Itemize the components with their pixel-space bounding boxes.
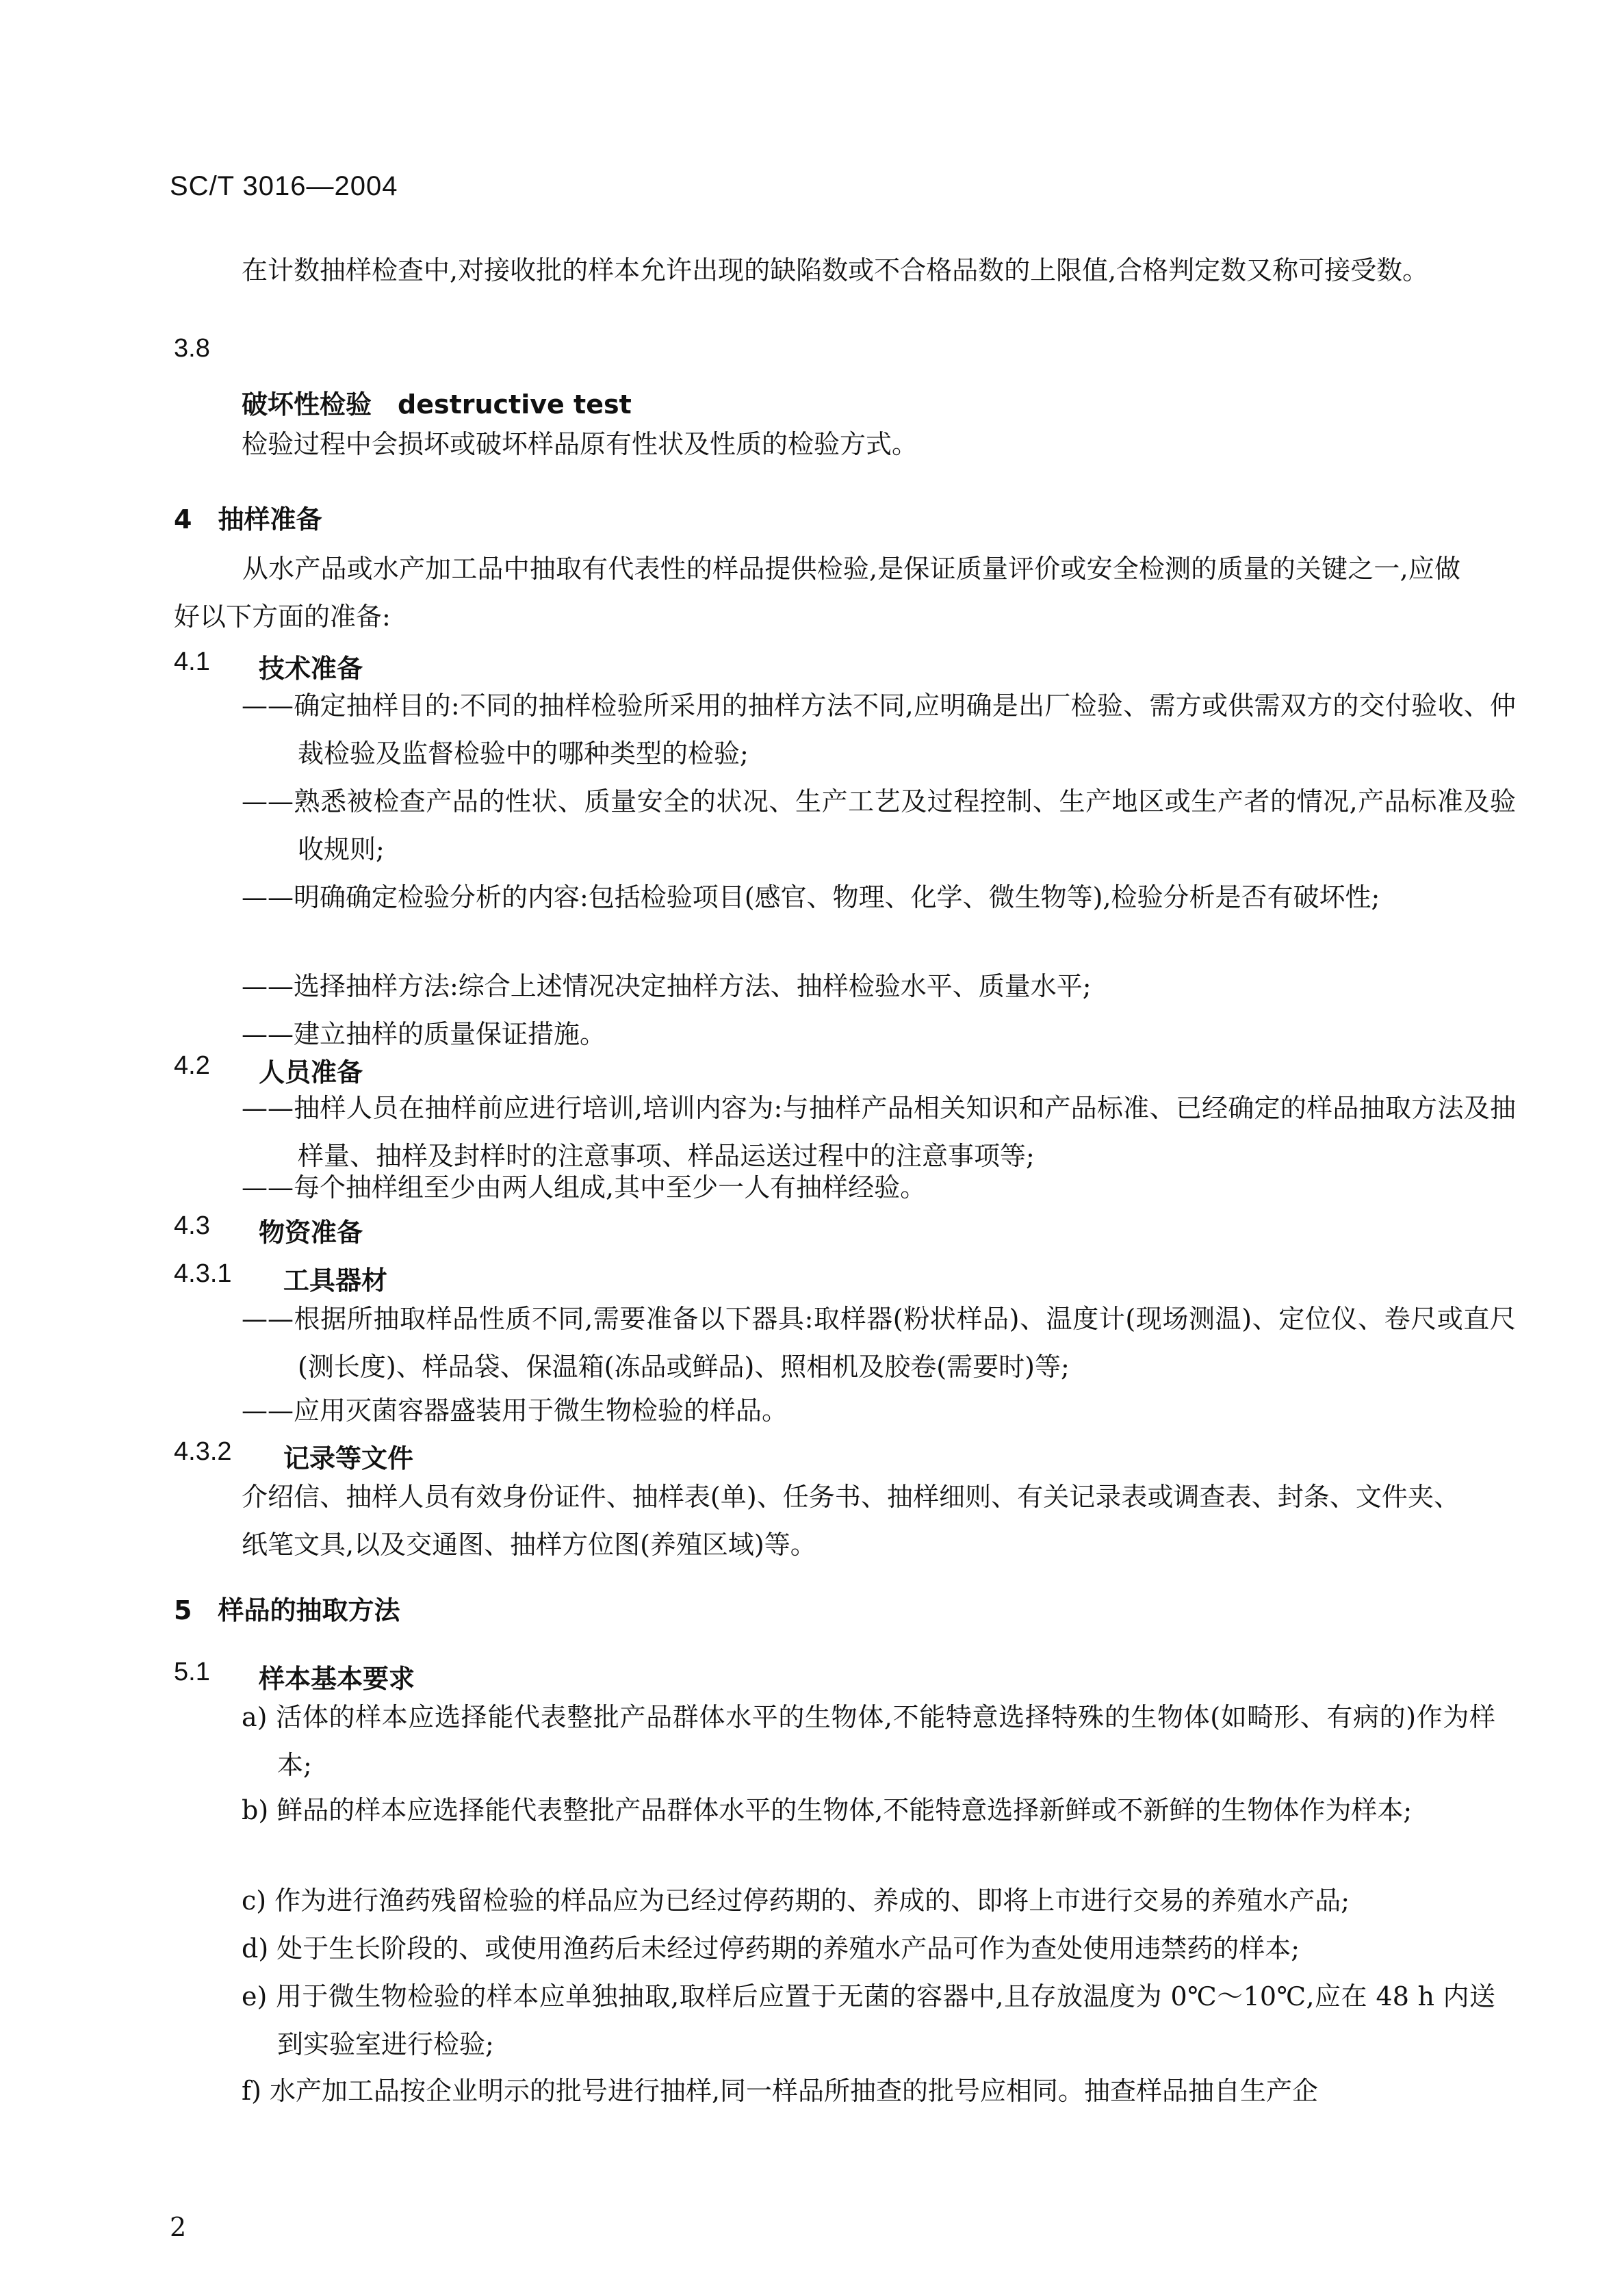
list-item: ——明确确定检验分析的内容:包括检验项目(感官、物理、化学、微生物等),检验分析是否有破坏性; xyxy=(242,882,1380,912)
section-number-4-3-2: 4.3.2 xyxy=(174,1437,232,1466)
section-4-3-title: 物资准备 xyxy=(259,1218,363,1248)
term-destructive-test: 破坏性检验 destructive test xyxy=(242,389,632,420)
section-4-paragraph: 从水产品或水产加工品中抽取有代表性的样品提供检验,是保证质量评价或安全检测的质量的关键之一,应做好以下方面的准备: xyxy=(174,554,1460,632)
list-item: ——应用灭菌容器盛装用于微生物检验的样品。 xyxy=(242,1395,788,1426)
section-5-1-title: 样本基本要求 xyxy=(259,1664,415,1694)
list-item: d) 处于生长阶段的、或使用渔药后未经过停药期的养殖水产品可作为查处使用违禁药的样本; xyxy=(242,1933,1300,1964)
list-item: ——抽样人员在抽样前应进行培训,培训内容为:与抽样产品相关知识和产品标准、已经确定的样品抽取方法及抽样量、抽样及封样时的注意事项、样品运送过程中的注意事项等; xyxy=(242,1093,1516,1171)
section-number-4-3-1: 4.3.1 xyxy=(174,1259,232,1288)
list-item: c) 作为进行渔药残留检验的样品应为已经过停药期的、养成的、即将上市进行交易的养殖水产品; xyxy=(242,1886,1350,1916)
section-number-4-2: 4.2 xyxy=(174,1051,210,1080)
section-4-3-2-title: 记录等文件 xyxy=(283,1443,414,1474)
intro-paragraph: 在计数抽样检查中,对接收批的样本允许出现的缺陷数或不合格品数的上限值,合格判定数又称可接受数。 xyxy=(242,255,1429,285)
list-item: ——每个抽样组至少由两人组成,其中至少一人有抽样经验。 xyxy=(242,1172,927,1202)
list-item: f) 水产加工品按企业明示的批号进行抽样,同一样品所抽查的批号应相同。抽查样品抽自生产企 xyxy=(242,2076,1319,2106)
section-5-title: 5 样品的抽取方法 xyxy=(174,1595,400,1625)
list-item: ——建立抽样的质量保证措施。 xyxy=(242,1019,606,1049)
page-number: 2 xyxy=(170,2212,187,2242)
term-definition: 检验过程中会损坏或破坏样品原有性状及性质的检验方式。 xyxy=(242,429,918,459)
section-number-4-3: 4.3 xyxy=(174,1211,210,1240)
section-number-3-8: 3.8 xyxy=(174,334,210,363)
section-4-1-title: 技术准备 xyxy=(259,654,363,684)
section-number-5-1: 5.1 xyxy=(174,1658,210,1686)
section-4-2-title: 人员准备 xyxy=(259,1057,363,1088)
section-4-3-1-title: 工具器材 xyxy=(283,1265,388,1296)
standard-code: SC/T 3016—2004 xyxy=(170,171,398,201)
section-4-title: 4 抽样准备 xyxy=(174,504,322,535)
list-item: b) 鲜品的样本应选择能代表整批产品群体水平的生物体,不能特意选择新鲜或不新鲜的生物体作为样本; xyxy=(242,1795,1413,1825)
list-item: ——根据所抽取样品性质不同,需要准备以下器具:取样器(粉状样品)、温度计(现场测温)、定位仪、卷尺或直尺(测长度)、样品袋、保温箱(冻品或鲜品)、照相机及胶卷(需要时)等; xyxy=(242,1304,1516,1382)
section-4-3-2-paragraph: 介绍信、抽样人员有效身份证件、抽样表(单)、任务书、抽样细则、有关记录表或调查表、封条、文件夹、纸笔文具,以及交通图、抽样方位图(养殖区域)等。 xyxy=(242,1482,1460,1560)
list-item: ——选择抽样方法:综合上述情况决定抽样方法、抽样检验水平、质量水平; xyxy=(242,971,1092,1001)
list-item: e) 用于微生物检验的样本应单独抽取,取样后应置于无菌的容器中,且存放温度为 0℃～10℃,应在 48 h 内送到实验室进行检验; xyxy=(242,1981,1495,2059)
list-item: ——熟悉被检查产品的性状、质量安全的状况、生产工艺及过程控制、生产地区或生产者的情况,产品标准及验收规则; xyxy=(242,786,1516,864)
list-item: ——确定抽样目的:不同的抽样检验所采用的抽样方法不同,应明确是出厂检验、需方或供需双方的交付验收、仲裁检验及监督检验中的哪种类型的检验; xyxy=(242,691,1516,769)
section-number-4-1: 4.1 xyxy=(174,647,210,676)
list-item: a) 活体的样本应选择能代表整批产品群体水平的生物体,不能特意选择特殊的生物体(如畸形、有病的)作为样本; xyxy=(242,1702,1495,1780)
